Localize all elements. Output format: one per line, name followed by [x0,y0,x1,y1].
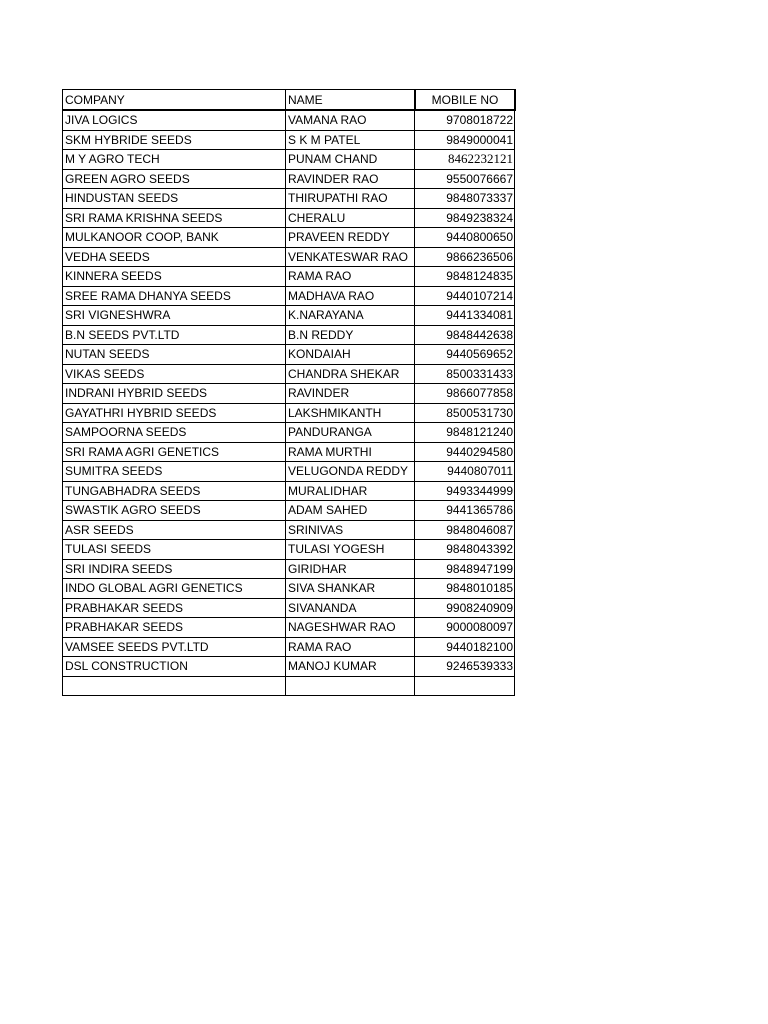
cell-company[interactable]: TUNGABHADRA SEEDS [63,481,286,501]
table-row [63,384,515,404]
cell-name[interactable]: LAKSHMIKANTH [286,403,415,423]
cell-name[interactable]: RAMA RAO [286,637,415,657]
cell-company[interactable]: TULASI SEEDS [63,540,286,560]
table-row [63,306,515,326]
cell-name[interactable]: ADAM SAHED [286,501,415,521]
cell-mobile[interactable]: 9848442638 [415,325,515,345]
cell-mobile[interactable]: 9848046087 [415,520,515,540]
table-row [63,130,515,150]
cell-company[interactable]: SWASTIK AGRO SEEDS [63,501,286,521]
cell-mobile[interactable]: 9440182100 [415,637,515,657]
cell-company[interactable]: SREE RAMA DHANYA SEEDS [63,286,286,306]
cell-company[interactable]: VIKAS SEEDS [63,364,286,384]
cell-company[interactable]: SKM HYBRIDE SEEDS [63,130,286,150]
cell-company[interactable]: VAMSEE SEEDS PVT.LTD [63,637,286,657]
table-row [63,286,515,306]
table-row [63,637,515,657]
table-row [63,657,515,677]
header-row [63,90,515,111]
cell-company[interactable]: SAMPOORNA SEEDS [63,423,286,443]
cell-company[interactable]: HINDUSTAN SEEDS [63,189,286,209]
cell-name[interactable]: VENKATESWAR RAO [286,247,415,267]
cell-name[interactable]: TULASI YOGESH [286,540,415,560]
cell-name[interactable]: CHERALU [286,208,415,228]
cell-mobile[interactable]: 9848073337 [415,189,515,209]
table-row [63,579,515,599]
cell-mobile[interactable]: 9441365786 [415,501,515,521]
cell-company[interactable]: NUTAN SEEDS [63,345,286,365]
cell-name[interactable]: S K M PATEL [286,130,415,150]
cell-company[interactable]: SRI VIGNESHWRA [63,306,286,326]
cell-name[interactable]: RAMA RAO [286,267,415,287]
cell-company[interactable]: M Y AGRO TECH [63,150,286,170]
cell-mobile[interactable]: 9246539333 [415,657,515,677]
cell-name[interactable]: VAMANA RAO [286,110,415,130]
cell-company[interactable]: JIVA LOGICS [63,110,286,130]
cell-name[interactable]: RAVINDER [286,384,415,404]
cell-company[interactable]: GAYATHRI HYBRID SEEDS [63,403,286,423]
table-row [63,267,515,287]
cell-name[interactable]: NAGESHWAR RAO [286,618,415,638]
table-row [63,676,515,696]
table-row [63,501,515,521]
cell-company[interactable]: INDRANI HYBRID SEEDS [63,384,286,404]
table-row [63,110,515,130]
cell-name[interactable]: K.NARAYANA [286,306,415,326]
cell-company[interactable]: DSL CONSTRUCTION [63,657,286,677]
cell-name[interactable]: MANOJ KUMAR [286,657,415,677]
table-row [63,247,515,267]
table-row [63,598,515,618]
table-row [63,150,515,170]
cell-company[interactable]: PRABHAKAR SEEDS [63,598,286,618]
cell-name[interactable]: SIVA SHANKAR [286,579,415,599]
cell-mobile[interactable]: 9849238324 [415,208,515,228]
cell-mobile[interactable]: 8500331433 [415,364,515,384]
cell-mobile[interactable]: 9441334081 [415,306,515,326]
cell-company[interactable]: GREEN AGRO SEEDS [63,169,286,189]
cell-company[interactable]: VEDHA SEEDS [63,247,286,267]
cell-name[interactable]: SRINIVAS [286,520,415,540]
cell-name[interactable]: KONDAIAH [286,345,415,365]
table-row [63,481,515,501]
cell-name[interactable]: MADHAVA RAO [286,286,415,306]
cell-mobile[interactable]: 9440807011 [415,462,515,482]
header-name[interactable]: NAME [286,90,415,111]
cell-mobile[interactable] [415,676,515,696]
cell-company[interactable]: PRABHAKAR SEEDS [63,618,286,638]
table-row [63,345,515,365]
header-company[interactable]: COMPANY [63,90,286,111]
cell-company[interactable]: SRI RAMA AGRI GENETICS [63,442,286,462]
cell-name[interactable]: THIRUPATHI RAO [286,189,415,209]
cell-company[interactable]: B.N SEEDS PVT.LTD [63,325,286,345]
spreadsheet-page [62,89,516,696]
table-row [63,559,515,579]
table-row [63,540,515,560]
cell-mobile[interactable]: 9708018722 [415,110,515,130]
header-mobile[interactable]: MOBILE NO [415,90,515,111]
table-row [63,423,515,443]
cell-mobile[interactable]: 9000080097 [415,618,515,638]
cell-company[interactable]: SUMITRA SEEDS [63,462,286,482]
cell-company[interactable]: INDO GLOBAL AGRI GENETICS [63,579,286,599]
cell-mobile[interactable]: 9848947199 [415,559,515,579]
cell-name[interactable] [286,676,415,696]
cell-name[interactable]: PANDURANGA [286,423,415,443]
cell-name[interactable]: SIVANANDA [286,598,415,618]
table-row [63,520,515,540]
cell-mobile[interactable]: 9440294580 [415,442,515,462]
table-row [63,228,515,248]
cell-name[interactable]: PRAVEEN REDDY [286,228,415,248]
cell-name[interactable]: RAMA MURTHI [286,442,415,462]
table-row [63,462,515,482]
table-row [63,403,515,423]
cell-mobile[interactable]: 9440800650 [415,228,515,248]
cell-mobile[interactable]: 9849000041 [415,130,515,150]
cell-company[interactable]: SRI INDIRA SEEDS [63,559,286,579]
contacts-table [62,89,516,696]
cell-name[interactable]: B.N REDDY [286,325,415,345]
cell-mobile[interactable]: 9866077858 [415,384,515,404]
table-row [63,169,515,189]
cell-name[interactable]: CHANDRA SHEKAR [286,364,415,384]
cell-mobile[interactable]: 8462232121 [415,150,515,170]
table-row [63,325,515,345]
cell-mobile[interactable]: 9848121240 [415,423,515,443]
table-row [63,618,515,638]
table-row [63,208,515,228]
cell-mobile[interactable]: 9848043392 [415,540,515,560]
cell-mobile[interactable]: 8500531730 [415,403,515,423]
cell-name[interactable]: MURALIDHAR [286,481,415,501]
cell-mobile[interactable]: 9440569652 [415,345,515,365]
cell-name[interactable]: RAVINDER RAO [286,169,415,189]
table-body [63,110,515,696]
cell-company[interactable]: MULKANOOR COOP, BANK [63,228,286,248]
table-row [63,364,515,384]
cell-company[interactable]: KINNERA SEEDS [63,267,286,287]
cell-mobile[interactable]: 9908240909 [415,598,515,618]
cell-mobile[interactable]: 9848010185 [415,579,515,599]
cell-mobile[interactable]: 9440107214 [415,286,515,306]
cell-mobile[interactable]: 9493344999 [415,481,515,501]
table-row [63,442,515,462]
cell-mobile[interactable]: 9550076667 [415,169,515,189]
cell-mobile[interactable]: 9866236506 [415,247,515,267]
table-row [63,189,515,209]
cell-company[interactable] [63,676,286,696]
cell-name[interactable]: GIRIDHAR [286,559,415,579]
cell-company[interactable]: ASR SEEDS [63,520,286,540]
cell-company[interactable]: SRI RAMA KRISHNA SEEDS [63,208,286,228]
cell-mobile[interactable]: 9848124835 [415,267,515,287]
cell-name[interactable]: PUNAM CHAND [286,150,415,170]
cell-name[interactable]: VELUGONDA REDDY [286,462,415,482]
